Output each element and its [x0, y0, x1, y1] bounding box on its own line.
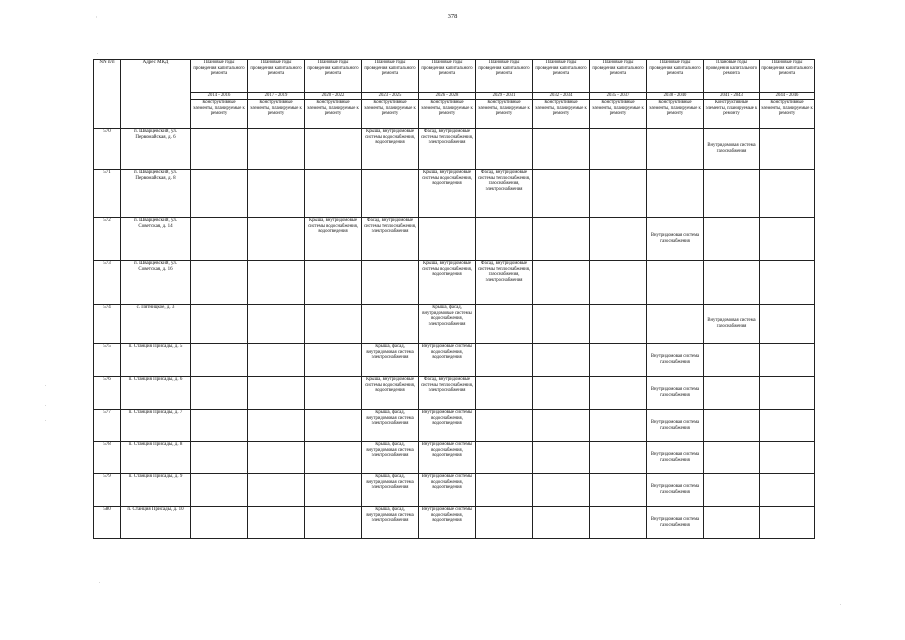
row-number: 570 — [94, 129, 121, 170]
work-cell — [248, 344, 305, 377]
elements-subheader: Конструктивные элементы, планируемые к ремонту — [476, 100, 533, 129]
work-cell — [590, 305, 647, 344]
work-cell — [760, 218, 815, 261]
period-title: Плановые годы проведения капитального ремонта — [647, 60, 704, 93]
table-row — [94, 218, 815, 261]
work-cell — [191, 507, 248, 539]
work-cell — [191, 474, 248, 507]
work-cell — [191, 218, 248, 261]
period-title: Плановые годы проведения капитального ремонта — [248, 60, 305, 93]
address-column-header: Адрес МКД — [121, 60, 191, 129]
work-cell — [248, 507, 305, 539]
work-cell — [704, 474, 760, 507]
period-range: 2017 - 2019 — [248, 93, 305, 100]
work-cell — [248, 377, 305, 410]
work-cell — [476, 305, 533, 344]
period-range: 2035 - 2037 — [590, 93, 647, 100]
work-cell: Фасад, внутридомовые системы теплоснабжения, электроснабжения — [362, 218, 419, 261]
work-cell — [305, 410, 362, 442]
work-cell — [191, 261, 248, 305]
work-cell — [248, 170, 305, 218]
elements-subheader: Конструктивные элементы, планируемые к ремонту — [248, 100, 305, 129]
work-cell — [590, 410, 647, 442]
work-cell: Внутридомовая система газоснабжения — [647, 218, 704, 261]
work-cell — [476, 442, 533, 474]
work-cell — [476, 410, 533, 442]
work-cell: Крыша, фасад, внутридомовые системы водоснабжения, электроснабжения — [419, 305, 476, 344]
work-cell — [305, 170, 362, 218]
header-row-periods — [94, 93, 815, 100]
elements-subheader: Конструктивные элементы, планируемые к ремонту — [305, 100, 362, 129]
work-cell: Крыша, фасад, внутридомовая система электроснабжения — [362, 344, 419, 377]
work-cell: Внутридомовые системы водоснабжения, водоотведения — [419, 442, 476, 474]
work-cell — [419, 218, 476, 261]
table-row — [94, 305, 815, 344]
table-row — [94, 170, 815, 218]
work-cell — [704, 170, 760, 218]
work-cell — [533, 474, 590, 507]
row-address: п. Станция Присады, д. 5 — [121, 344, 191, 377]
work-cell — [305, 377, 362, 410]
period-range: 2020 - 2022 — [305, 93, 362, 100]
period-title: Плановые годы проведения капитального ремонта — [362, 60, 419, 93]
period-title: Плановые годы проведения капитального ремонта — [305, 60, 362, 93]
work-cell — [305, 305, 362, 344]
work-cell — [760, 410, 815, 442]
work-cell — [647, 261, 704, 305]
work-cell — [590, 344, 647, 377]
table-row — [94, 410, 815, 442]
row-number: 577 — [94, 410, 121, 442]
row-address: п. Станция Присады, д. 9 — [121, 474, 191, 507]
work-cell — [704, 261, 760, 305]
elements-subheader: Конструктивные элементы, планируемые к ремонту — [191, 100, 248, 129]
work-cell — [760, 377, 815, 410]
period-range: 2023 - 2025 — [362, 93, 419, 100]
work-cell — [704, 218, 760, 261]
work-cell — [590, 377, 647, 410]
work-cell — [191, 170, 248, 218]
work-cell — [647, 305, 704, 344]
work-cell — [760, 474, 815, 507]
work-cell: Крыша, фасад, внутридомовая система электроснабжения — [362, 474, 419, 507]
period-range: 2041 - 2043 — [704, 93, 760, 100]
work-cell — [533, 442, 590, 474]
row-number: 572 — [94, 218, 121, 261]
work-cell — [191, 129, 248, 170]
work-cell: Крыша, внутридомовые системы водоснабжения, водоотведения — [419, 170, 476, 218]
work-cell — [590, 474, 647, 507]
work-cell: Крыша, внутридомовые системы водоснабжения, водоотведения — [419, 261, 476, 305]
row-address: п. Станция Присады, д. 8 — [121, 442, 191, 474]
elements-subheader: Конструктивные элементы, планируемые к ремонту — [590, 100, 647, 129]
repair-schedule-table — [93, 59, 815, 539]
work-cell — [533, 377, 590, 410]
row-number: 579 — [94, 474, 121, 507]
work-cell — [533, 410, 590, 442]
work-cell — [647, 170, 704, 218]
row-number: 574 — [94, 305, 121, 344]
header-row-elements — [94, 100, 815, 129]
elements-subheader: Конструктивные элементы, планируемые к ремонту — [760, 100, 815, 129]
row-number: 580 — [94, 507, 121, 539]
work-cell — [476, 218, 533, 261]
work-cell — [191, 410, 248, 442]
work-cell: Внутридомовые системы водоснабжения, водоотведения — [419, 410, 476, 442]
period-title: Плановые годы проведения капитального ремонта — [419, 60, 476, 93]
period-range: 2026 - 2028 — [419, 93, 476, 100]
work-cell — [476, 507, 533, 539]
period-range: 2038 - 2040 — [647, 93, 704, 100]
work-cell — [476, 474, 533, 507]
work-cell — [305, 442, 362, 474]
table-row — [94, 377, 815, 410]
work-cell — [191, 305, 248, 344]
elements-subheader: Конструктивные элементы, планируемые к ремонту — [362, 100, 419, 129]
work-cell: Внутридомовая система газоснабжения — [647, 377, 704, 410]
work-cell — [760, 129, 815, 170]
work-cell — [362, 305, 419, 344]
work-cell — [191, 442, 248, 474]
period-range: 2029 - 2031 — [476, 93, 533, 100]
period-title: Плановые годы проведения капитального ремонта — [704, 60, 760, 93]
work-cell — [590, 218, 647, 261]
work-cell — [305, 507, 362, 539]
work-cell: Внутридомовая система газоснабжения — [704, 129, 760, 170]
work-cell — [760, 261, 815, 305]
table-row — [94, 442, 815, 474]
work-cell: Крыша, фасад, внутридомовая система электроснабжения — [362, 507, 419, 539]
work-cell: Крыша, фасад, внутридомовая система электроснабжения — [362, 410, 419, 442]
row-address: с. Пятницкое, д. 3 — [121, 305, 191, 344]
work-cell: Внутридомовая система газоснабжения — [647, 442, 704, 474]
work-cell — [590, 170, 647, 218]
work-cell — [362, 261, 419, 305]
row-address: п. Станция Присады, д. 6 — [121, 377, 191, 410]
work-cell — [704, 507, 760, 539]
work-cell — [533, 218, 590, 261]
work-cell: Крыша, фасад, внутридомовая система электроснабжения — [362, 442, 419, 474]
period-title: Плановые годы проведения капитального ремонта — [590, 60, 647, 93]
work-cell — [647, 129, 704, 170]
row-number: 575 — [94, 344, 121, 377]
period-range: 2014 - 2016 — [191, 93, 248, 100]
work-cell: Внутридомовая система газоснабжения — [704, 305, 760, 344]
work-cell — [362, 170, 419, 218]
work-cell — [590, 129, 647, 170]
work-cell — [760, 170, 815, 218]
work-cell: Внутридомовые системы водоснабжения, водоотведения — [419, 507, 476, 539]
work-cell: Крыша, внутридомовые системы водоснабжения, водоотведения — [362, 377, 419, 410]
work-cell: Внутридомовая система газоснабжения — [647, 344, 704, 377]
row-number: 573 — [94, 261, 121, 305]
work-cell — [533, 170, 590, 218]
table-row — [94, 507, 815, 539]
work-cell — [248, 410, 305, 442]
work-cell — [704, 442, 760, 474]
work-cell: Внутридомовые системы водоснабжения, водоотведения — [419, 344, 476, 377]
work-cell: Фасад, внутридомовые системы теплоснабжения, электроснабжения — [419, 129, 476, 170]
elements-subheader: Конструктивные элементы, планируемые к ремонту — [704, 100, 760, 129]
work-cell — [191, 344, 248, 377]
work-cell: Крыша, внутридомовые системы водоснабжения, водоотведения — [305, 218, 362, 261]
work-cell — [760, 442, 815, 474]
work-cell — [590, 507, 647, 539]
row-number: 578 — [94, 442, 121, 474]
row-address: п. Шварцевский, ул. Первомайская, д. 8 — [121, 170, 191, 218]
table-row — [94, 344, 815, 377]
number-column-header: NN п/п — [94, 60, 121, 129]
work-cell — [590, 442, 647, 474]
work-cell: Фасад, внутридомовые системы теплоснабжения, газоснабжения, электроснабжения — [476, 261, 533, 305]
work-cell — [760, 344, 815, 377]
period-title: Плановые годы проведения капитального ремонта — [533, 60, 590, 93]
work-cell — [476, 344, 533, 377]
work-cell — [476, 377, 533, 410]
table-row — [94, 474, 815, 507]
work-cell — [305, 129, 362, 170]
row-address: п. Станция Присады, д. 10 — [121, 507, 191, 539]
row-address: п. Шварцевский, ул. Советская, д. 16 — [121, 261, 191, 305]
work-cell: Фасад, внутридомовые системы теплоснабжения, газоснабжения, электроснабжения — [476, 170, 533, 218]
work-cell — [476, 129, 533, 170]
row-number: 571 — [94, 170, 121, 218]
work-cell — [248, 218, 305, 261]
elements-subheader: Конструктивные элементы, планируемые к ремонту — [419, 100, 476, 129]
work-cell — [248, 474, 305, 507]
work-cell: Внутридомовая система газоснабжения — [647, 474, 704, 507]
work-cell — [704, 410, 760, 442]
table-row — [94, 261, 815, 305]
work-cell — [533, 344, 590, 377]
period-range: 2032 - 2034 — [533, 93, 590, 100]
work-cell — [248, 442, 305, 474]
work-cell — [248, 261, 305, 305]
page-number: 378 — [447, 13, 458, 20]
work-cell — [704, 377, 760, 410]
period-title: Плановые годы проведения капитального ремонта — [476, 60, 533, 93]
header-row-titles — [94, 60, 815, 93]
work-cell — [533, 129, 590, 170]
work-cell: Внутридомовая система газоснабжения — [647, 410, 704, 442]
work-cell — [305, 344, 362, 377]
work-cell: Внутридомовая система газоснабжения — [647, 507, 704, 539]
period-title: Плановые годы проведения капитального ремонта — [760, 60, 815, 93]
table-body — [94, 129, 815, 539]
row-address: п. Станция Присады, д. 7 — [121, 410, 191, 442]
work-cell — [248, 129, 305, 170]
work-cell — [248, 305, 305, 344]
work-cell — [760, 305, 815, 344]
work-cell: Внутридомовые системы водоснабжения, водоотведения — [419, 474, 476, 507]
period-range: 2044 - 2046 — [760, 93, 815, 100]
work-cell — [533, 507, 590, 539]
work-cell — [305, 261, 362, 305]
work-cell: Крыша, внутридомовые системы водоснабжения, водоотведения — [362, 129, 419, 170]
work-cell: Фасад, внутридомовые системы теплоснабжения, электроснабжения — [419, 377, 476, 410]
row-address: п. Шварцевский, ул. Советская, д. 14 — [121, 218, 191, 261]
work-cell — [760, 507, 815, 539]
work-cell — [704, 344, 760, 377]
work-cell — [533, 261, 590, 305]
table-row — [94, 129, 815, 170]
work-cell — [590, 261, 647, 305]
work-cell — [191, 377, 248, 410]
period-title: Плановые годы проведения капитального ремонта — [191, 60, 248, 93]
elements-subheader: Конструктивные элементы, планируемые к ремонту — [647, 100, 704, 129]
elements-subheader: Конструктивные элементы, планируемые к ремонту — [533, 100, 590, 129]
work-cell — [305, 474, 362, 507]
row-address: п. Шварцевский, ул. Первомайская, д. 6 — [121, 129, 191, 170]
work-cell — [533, 305, 590, 344]
row-number: 576 — [94, 377, 121, 410]
